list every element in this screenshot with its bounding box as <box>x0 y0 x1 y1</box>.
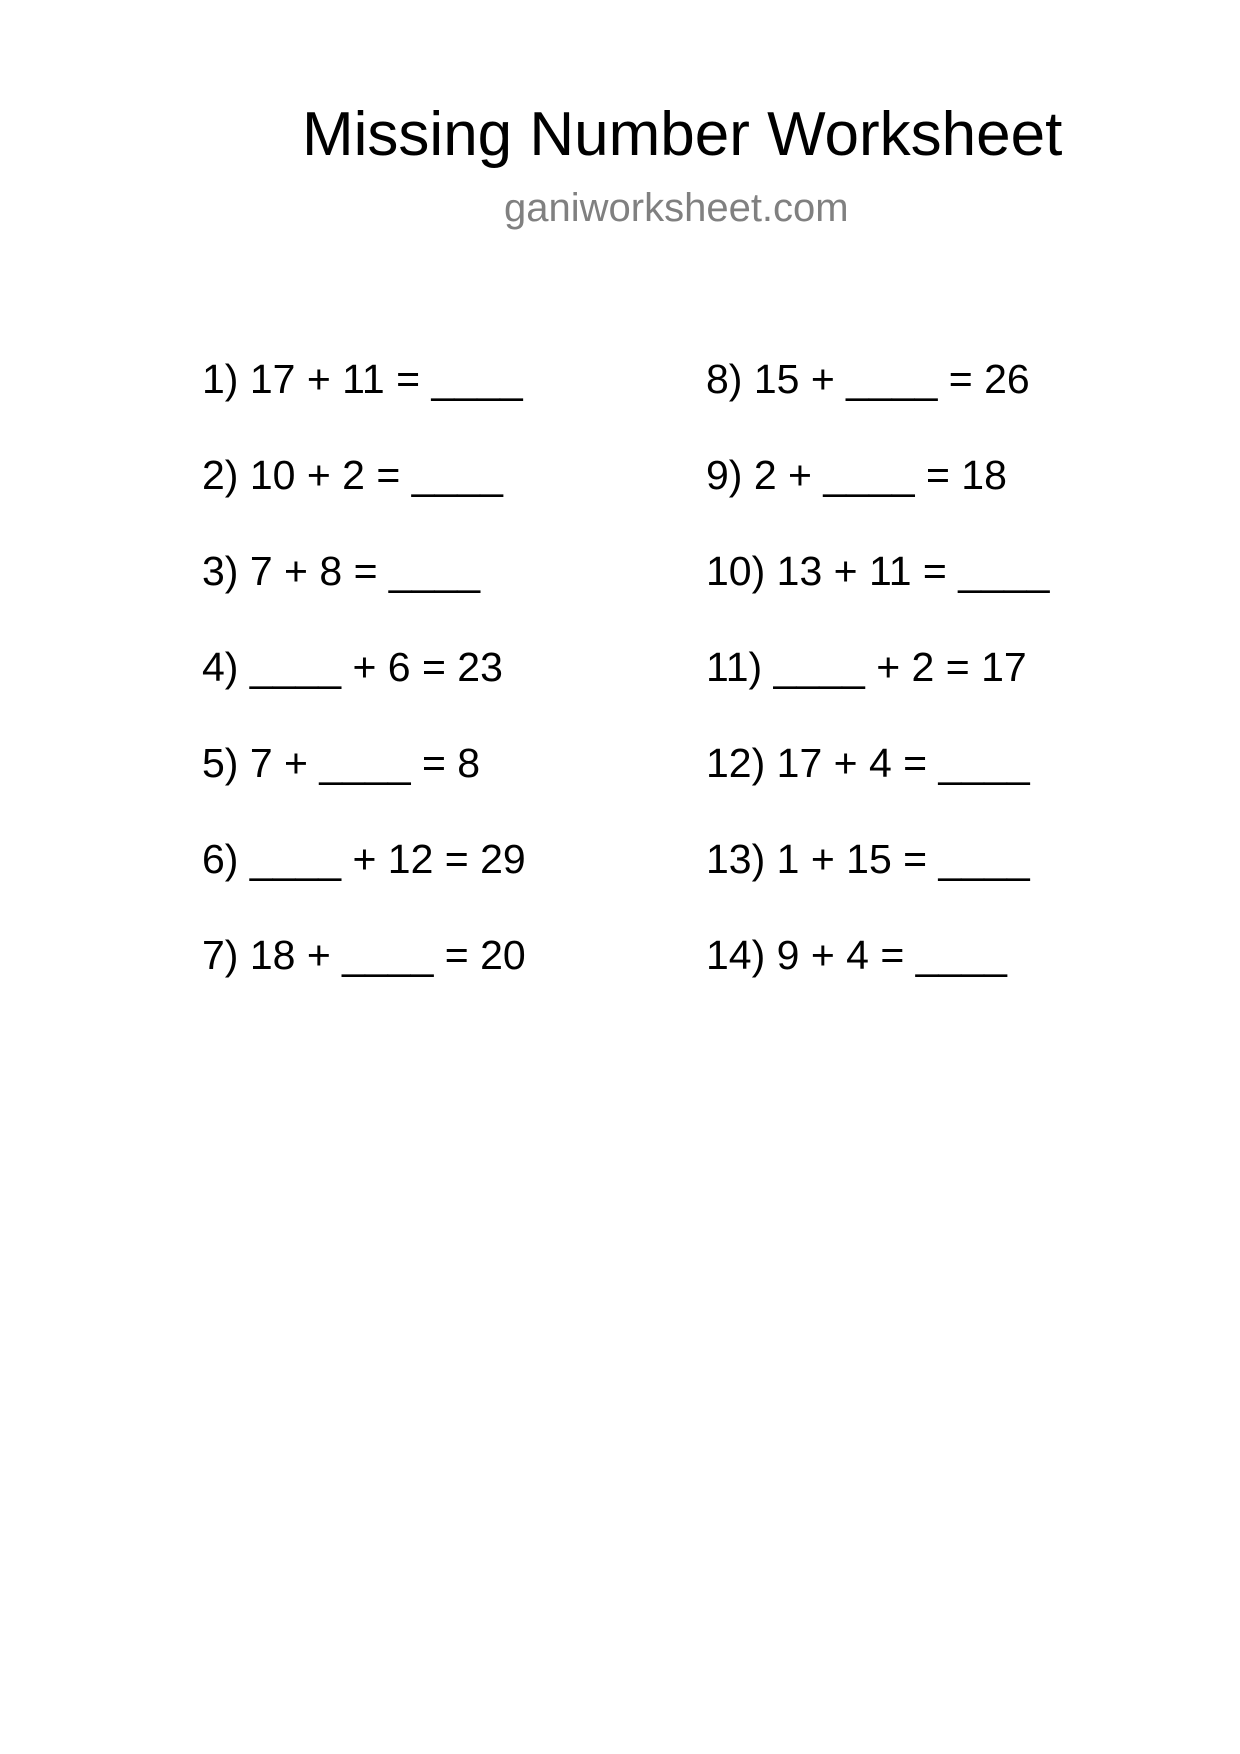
worksheet-title: Missing Number Worksheet <box>302 100 1063 169</box>
problem-8: 8) 15 + ____ = 26 <box>706 356 1030 402</box>
problem-10: 10) 13 + 11 = ____ <box>706 548 1050 594</box>
problem-4: 4) ____ + 6 = 23 <box>202 644 503 690</box>
problem-14: 14) 9 + 4 = ____ <box>706 932 1007 978</box>
problem-9: 9) 2 + ____ = 18 <box>706 452 1007 498</box>
problems-left-column <box>202 356 526 1028</box>
problem-13: 13) 1 + 15 = ____ <box>706 836 1030 882</box>
problem-6: 6) ____ + 12 = 29 <box>202 836 526 882</box>
problem-11: 11) ____ + 2 = 17 <box>706 644 1027 690</box>
problems-right-column <box>706 356 1049 1028</box>
problem-1: 1) 17 + 11 = ____ <box>202 356 523 402</box>
problem-3: 3) 7 + 8 = ____ <box>202 548 481 594</box>
website-subtitle: ganiworksheet.com <box>504 186 849 230</box>
problem-12: 12) 17 + 4 = ____ <box>706 740 1030 786</box>
problem-5: 5) 7 + ____ = 8 <box>202 740 481 786</box>
problem-7: 7) 18 + ____ = 20 <box>202 932 526 978</box>
problem-2: 2) 10 + 2 = ____ <box>202 452 503 498</box>
